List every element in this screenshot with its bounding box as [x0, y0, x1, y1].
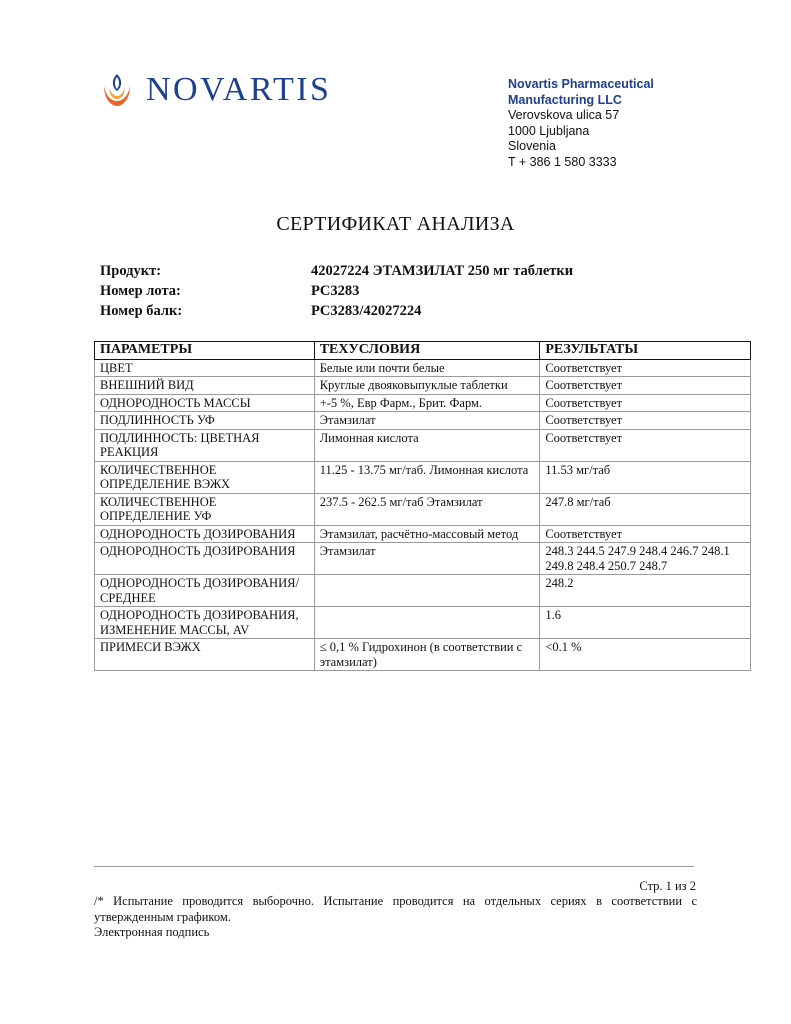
info-value: PC3283 — [311, 283, 360, 299]
novartis-wordmark: NOVARTIS — [146, 71, 332, 108]
param-cell: ОДНОРОДНОСТЬ ДОЗИРОВАНИЯ/СРЕДНЕЕ — [95, 575, 315, 607]
spec-cell: Белые или почти белые — [314, 359, 540, 377]
header-results: РЕЗУЛЬТАТЫ — [540, 342, 751, 360]
param-cell: КОЛИЧЕСТВЕННОЕ ОПРЕДЕЛЕНИЕ ВЭЖХ — [95, 461, 315, 493]
table-row — [95, 359, 751, 377]
spec-cell: 237.5 - 262.5 мг/таб Этамзилат — [314, 493, 540, 525]
info-row-bulk — [100, 301, 573, 321]
spec-cell — [314, 607, 540, 639]
result-cell: 248.2 — [540, 575, 751, 607]
product-info — [100, 261, 573, 321]
company-address-block — [508, 77, 654, 170]
table-row — [95, 461, 751, 493]
info-label: Продукт: — [100, 263, 162, 279]
result-cell: Соответствует — [540, 377, 751, 395]
company-city: 1000 Ljubljana — [508, 123, 590, 138]
document-title: СЕРТИФИКАТ АНАЛИЗА — [276, 213, 515, 235]
param-cell: ОДНОРОДНОСТЬ ДОЗИРОВАНИЯ, ИЗМЕНЕНИЕ МАССЫ, AV — [95, 607, 315, 639]
param-cell: ПОДЛИННОСТЬ: ЦВЕТНАЯ РЕАКЦИЯ — [95, 429, 315, 461]
result-cell: 248.3 244.5 247.9 248.4 246.7 248.1 249.8 248.4 250.7 248.7 — [540, 543, 751, 575]
spec-cell: +-5 %, Евр Фарм., Брит. Фарм. — [314, 394, 540, 412]
company-street: Verovskova ulica 57 — [508, 108, 620, 122]
table-row — [95, 543, 751, 575]
table-row — [95, 575, 751, 607]
info-label: Номер балк: — [100, 303, 183, 319]
spec-cell: Этамзилат, расчётно-массовый метод — [314, 525, 540, 543]
info-row-lot — [100, 281, 573, 301]
header-specifications: ТЕХУСЛОВИЯ — [314, 342, 540, 360]
analysis-table — [94, 341, 751, 671]
param-cell: ПРИМЕСИ ВЭЖХ — [95, 639, 315, 671]
result-cell: Соответствует — [540, 359, 751, 377]
spec-cell — [314, 575, 540, 607]
table-row — [95, 394, 751, 412]
result-cell: Соответствует — [540, 525, 751, 543]
param-cell: ОДНОРОДНОСТЬ ДОЗИРОВАНИЯ — [95, 525, 315, 543]
novartis-flame-hand-icon — [100, 72, 134, 108]
spec-cell: ≤ 0,1 % Гидрохинон (в соответствии с этамзилат) — [314, 639, 540, 671]
company-name-line1: Novartis Pharmaceutical — [508, 77, 654, 91]
info-value: PC3283/42027224 — [311, 303, 422, 319]
result-cell: 247.8 мг/таб — [540, 493, 751, 525]
spec-cell: 11.25 - 13.75 мг/таб. Лимонная кислота — [314, 461, 540, 493]
param-cell: ОДНОРОДНОСТЬ ДОЗИРОВАНИЯ — [95, 543, 315, 575]
table-row — [95, 429, 751, 461]
table-row — [95, 412, 751, 430]
result-cell: Соответствует — [540, 412, 751, 430]
spec-cell: Лимонная кислота — [314, 429, 540, 461]
info-label: Номер лота: — [100, 283, 181, 299]
novartis-logo — [100, 72, 331, 108]
param-cell: ВНЕШНИЙ ВИД — [95, 377, 315, 395]
table-row — [95, 493, 751, 525]
result-cell: <0.1 % — [540, 639, 751, 671]
footnote: /* Испытание проводится выборочно. Испытание проводится на отдельных сериях в соответствии с утвержденным графиком. — [94, 894, 697, 924]
param-cell: ОДНОРОДНОСТЬ МАССЫ — [95, 394, 315, 412]
result-cell: Соответствует — [540, 429, 751, 461]
result-cell: 1.6 — [540, 607, 751, 639]
param-cell: КОЛИЧЕСТВЕННОЕ ОПРЕДЕЛЕНИЕ УФ — [95, 493, 315, 525]
spec-cell: Этамзилат — [314, 543, 540, 575]
result-cell: 11.53 мг/таб — [540, 461, 751, 493]
table-row — [95, 639, 751, 671]
page-number: Стр. 1 из 2 — [639, 879, 696, 893]
table-row — [95, 525, 751, 543]
table-row — [95, 607, 751, 639]
info-row-product — [100, 261, 573, 281]
company-country: Slovenia — [508, 139, 556, 153]
param-cell: ЦВЕТ — [95, 359, 315, 377]
table-row — [95, 377, 751, 395]
footer-divider — [94, 866, 694, 867]
info-value: 42027224 ЭТАМЗИЛАТ 250 мг таблетки — [311, 263, 574, 279]
spec-cell: Круглые двояковыпуклые таблетки — [314, 377, 540, 395]
electronic-signature-label: Электронная подпись — [94, 925, 210, 939]
table-header-row — [95, 342, 751, 360]
company-name-line2: Manufacturing LLC — [508, 92, 622, 107]
result-cell: Соответствует — [540, 394, 751, 412]
spec-cell: Этамзилат — [314, 412, 540, 430]
param-cell: ПОДЛИННОСТЬ УФ — [95, 412, 315, 430]
header-parameters: ПАРАМЕТРЫ — [95, 342, 315, 360]
company-phone: T + 386 1 580 3333 — [508, 154, 617, 169]
